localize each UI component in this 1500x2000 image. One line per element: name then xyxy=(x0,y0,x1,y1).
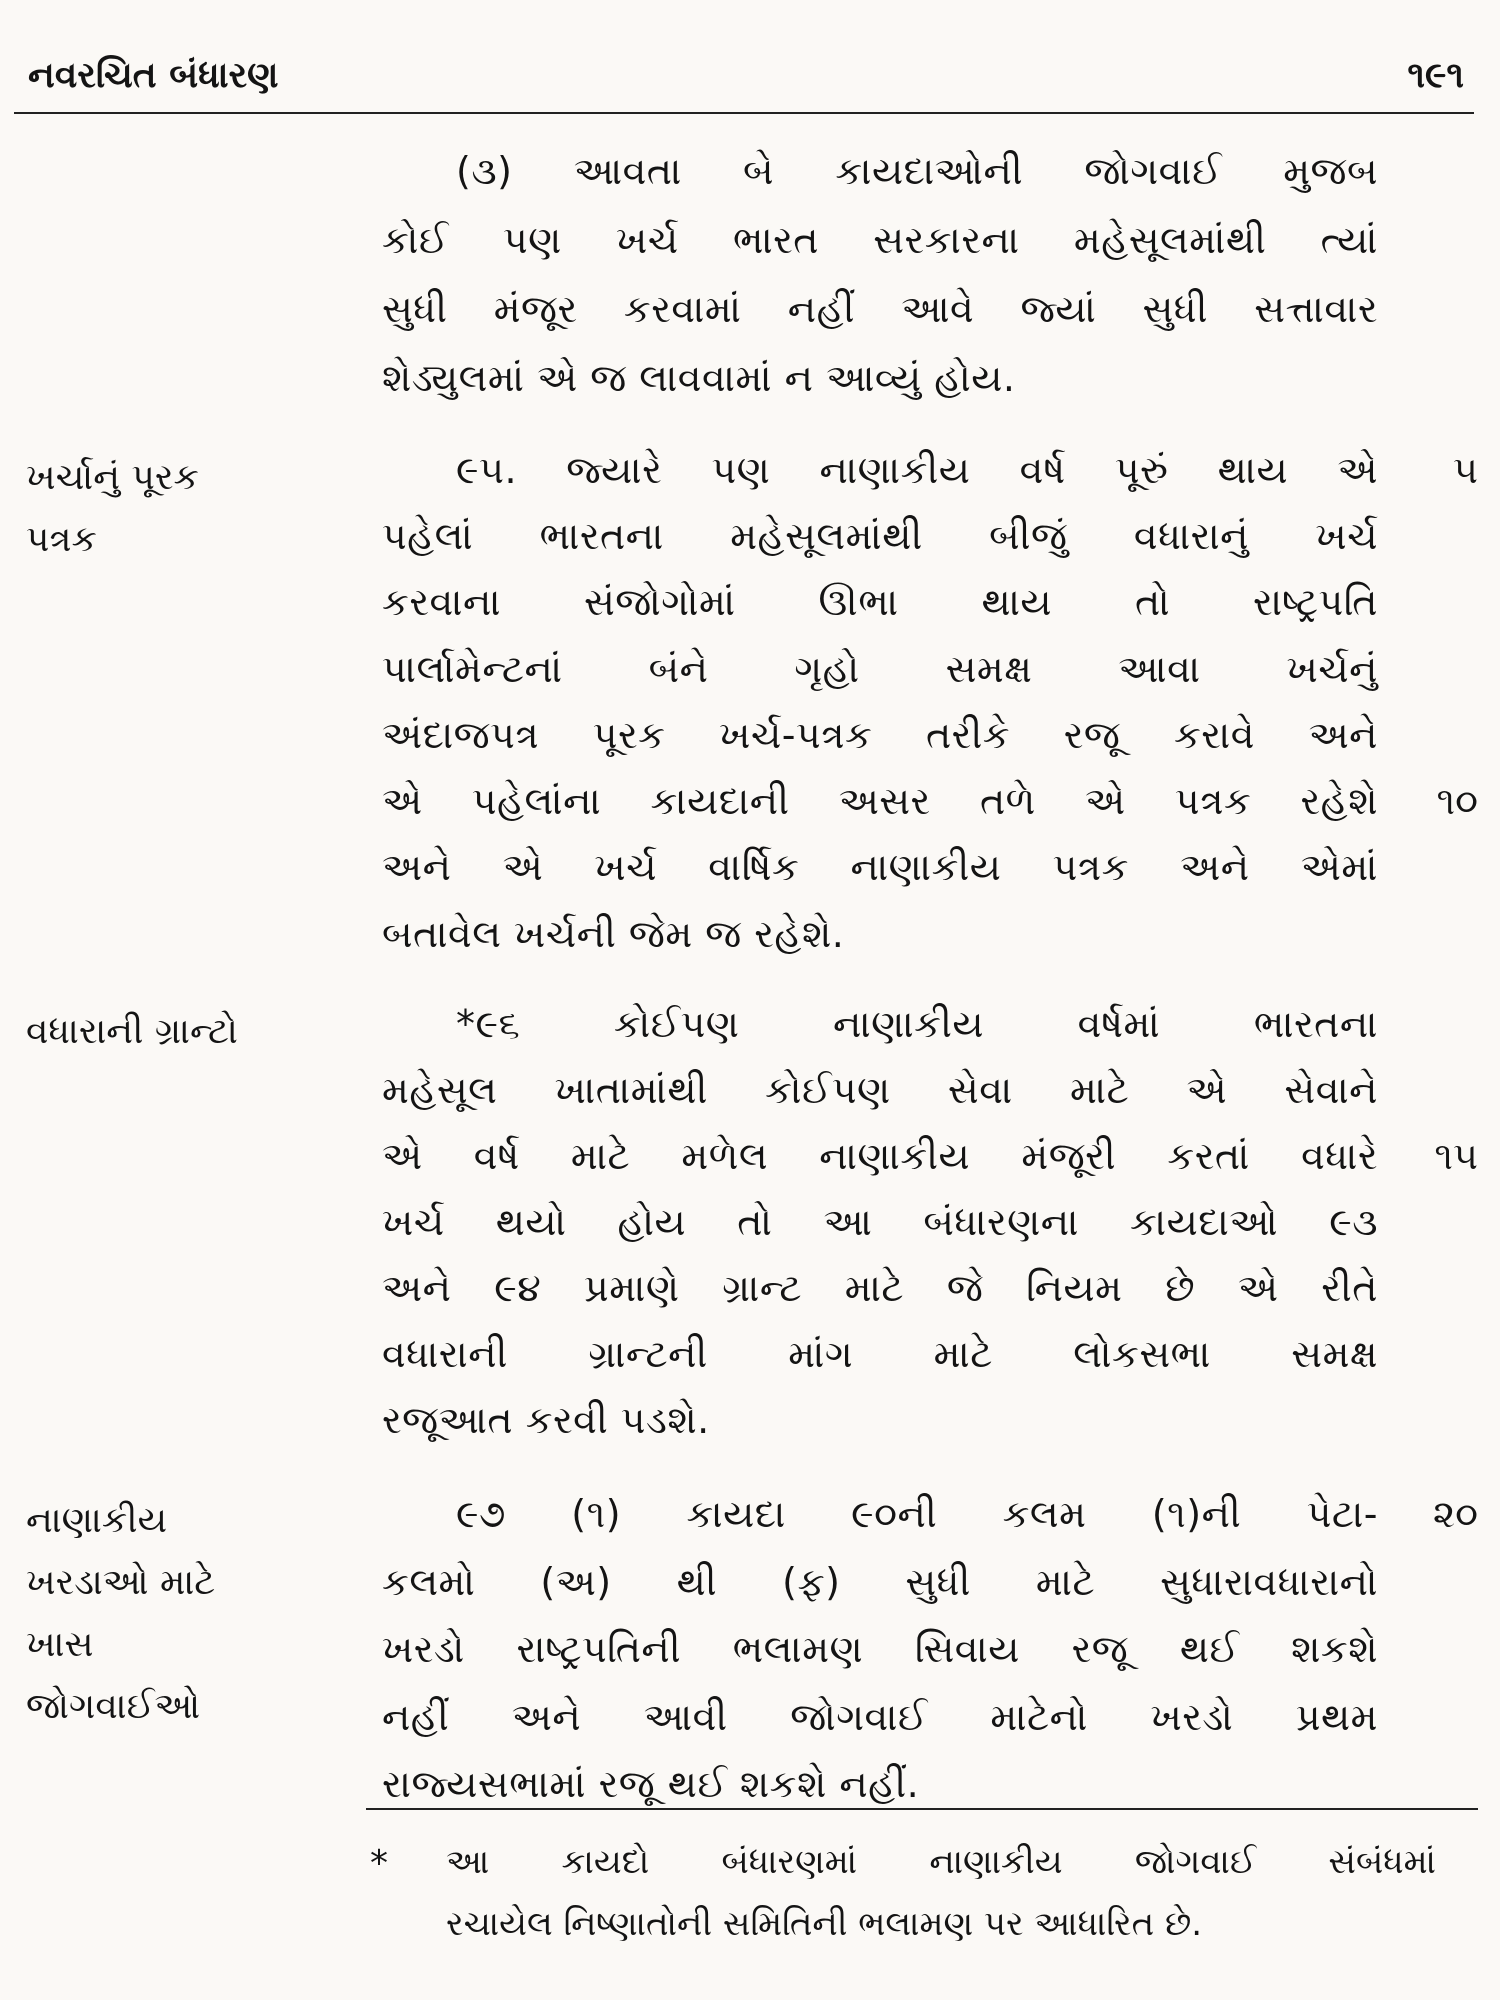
text-line: અંદાજપત્ર પૂરક ખર્ચ-પત્રક તરીકે રજૂ કરાવે અને xyxy=(382,713,1378,757)
text-line: પહેલાં ભારતના મહેસૂલમાંથી બીજું વધારાનું ખર્ચ xyxy=(382,514,1378,558)
margin-note-line: જોગવાઈઓ xyxy=(26,1686,201,1727)
margin-note-line: ખાસ xyxy=(26,1624,94,1665)
text-line: કરવાના સંજોગોમાં ઊભા થાય તો રાષ્ટ્રપતિ xyxy=(382,580,1378,624)
page-number: ૧૯૧ xyxy=(1407,55,1464,96)
running-head-title: નવરચિત બંધારણ xyxy=(28,55,279,96)
margin-note-supplementary-statement xyxy=(26,447,326,571)
text-line: (૩) આવતા બે કાયદાઓની જોગવાઈ મુજબ xyxy=(456,149,1378,193)
footnote-line: આ કાયદો બંધારણમાં નાણાકીય જોગવાઈ સંબંધમાં xyxy=(446,1842,1436,1882)
line-number: ૨૦ xyxy=(1432,1492,1478,1536)
margin-note-line: નાણાકીય xyxy=(26,1500,168,1541)
text-line: બતાવેલ ખર્ચની જેમ જ રહેશે. xyxy=(382,912,845,956)
text-line: પાર્લામેન્ટનાં બંને ગૃહો સમક્ષ આવા ખર્ચનું xyxy=(382,647,1378,691)
line-number: ૫ xyxy=(1453,448,1478,492)
text-line: કલમો (અ) થી (ફ) સુધી માટે સુધારાવધારાનો xyxy=(382,1560,1378,1604)
header-rule xyxy=(14,112,1474,114)
text-line: એ વર્ષ માટે મળેલ નાણાકીય મંજૂરી કરતાં વધારે xyxy=(382,1134,1378,1178)
footnote-line: રચાયેલ નિષ્ણાતોની સમિતિની ભલામણ પર આધારિત છે. xyxy=(446,1904,1203,1944)
text-line: એ પહેલાંના કાયદાની અસર તળે એ પત્રક રહેશે xyxy=(382,779,1378,823)
text-line: સુધી મંજૂર કરવામાં નહીં આવે જ્યાં સુધી સત્તાવાર xyxy=(382,287,1378,331)
text-line: ૯૫. જ્યારે પણ નાણાકીય વર્ષ પૂરું થાય એ xyxy=(456,448,1378,492)
text-line: રાજ્યસભામાં રજૂ થઈ શકશે નહીં. xyxy=(382,1762,920,1806)
text-line: અને એ ખર્ચ વાર્ષિક નાણાકીય પત્રક અને એમાં xyxy=(382,845,1378,889)
text-line: વધારાની ગ્રાન્ટની માંગ માટે લોકસભા સમક્ષ xyxy=(382,1332,1378,1376)
text-line: ખરડો રાષ્ટ્રપતિની ભલામણ સિવાય રજૂ થઈ શકશે xyxy=(382,1627,1378,1671)
text-line: શેડ્યુલમાં એ જ લાવવામાં ન આવ્યું હોય. xyxy=(382,356,1016,400)
text-line: ખર્ચ થયો હોય તો આ બંધારણના કાયદાઓ ૯૩ xyxy=(382,1200,1378,1244)
margin-note-line: ખર્ચાનું પૂરક xyxy=(26,457,199,498)
margin-note-line: ખરડાઓ માટે xyxy=(26,1562,216,1603)
text-line: મહેસૂલ ખાતામાંથી કોઈપણ સેવા માટે એ સેવાને xyxy=(382,1068,1378,1112)
line-number: ૧૫ xyxy=(1434,1134,1478,1178)
footnote-rule xyxy=(366,1808,1478,1810)
line-number: ૧૦ xyxy=(1436,779,1478,823)
margin-note-additional-grants xyxy=(26,1001,326,1063)
footnote-marker: * xyxy=(370,1843,388,1884)
text-line: અને ૯૪ પ્રમાણે ગ્રાન્ટ માટે જે નિયમ છે એ રીતે xyxy=(382,1266,1378,1310)
margin-note-money-bills xyxy=(26,1490,326,1738)
text-line: નહીં અને આવી જોગવાઈ માટેનો ખરડો પ્રથમ xyxy=(382,1695,1378,1739)
text-line: ૯૭ (૧) કાયદા ૯૦ની કલમ (૧)ની પેટા- xyxy=(456,1492,1378,1536)
text-line: રજૂઆત કરવી પડશે. xyxy=(382,1398,710,1442)
text-line: કોઈ પણ ખર્ચ ભારત સરકારના મહેસૂલમાંથી ત્યાં xyxy=(382,218,1378,262)
margin-note-line: પત્રક xyxy=(26,519,97,560)
text-line: *૯૬ કોઈપણ નાણાકીય વર્ષમાં ભારતના xyxy=(456,1002,1378,1046)
margin-note-line: વધારાની ગ્રાન્ટો xyxy=(26,1011,238,1052)
